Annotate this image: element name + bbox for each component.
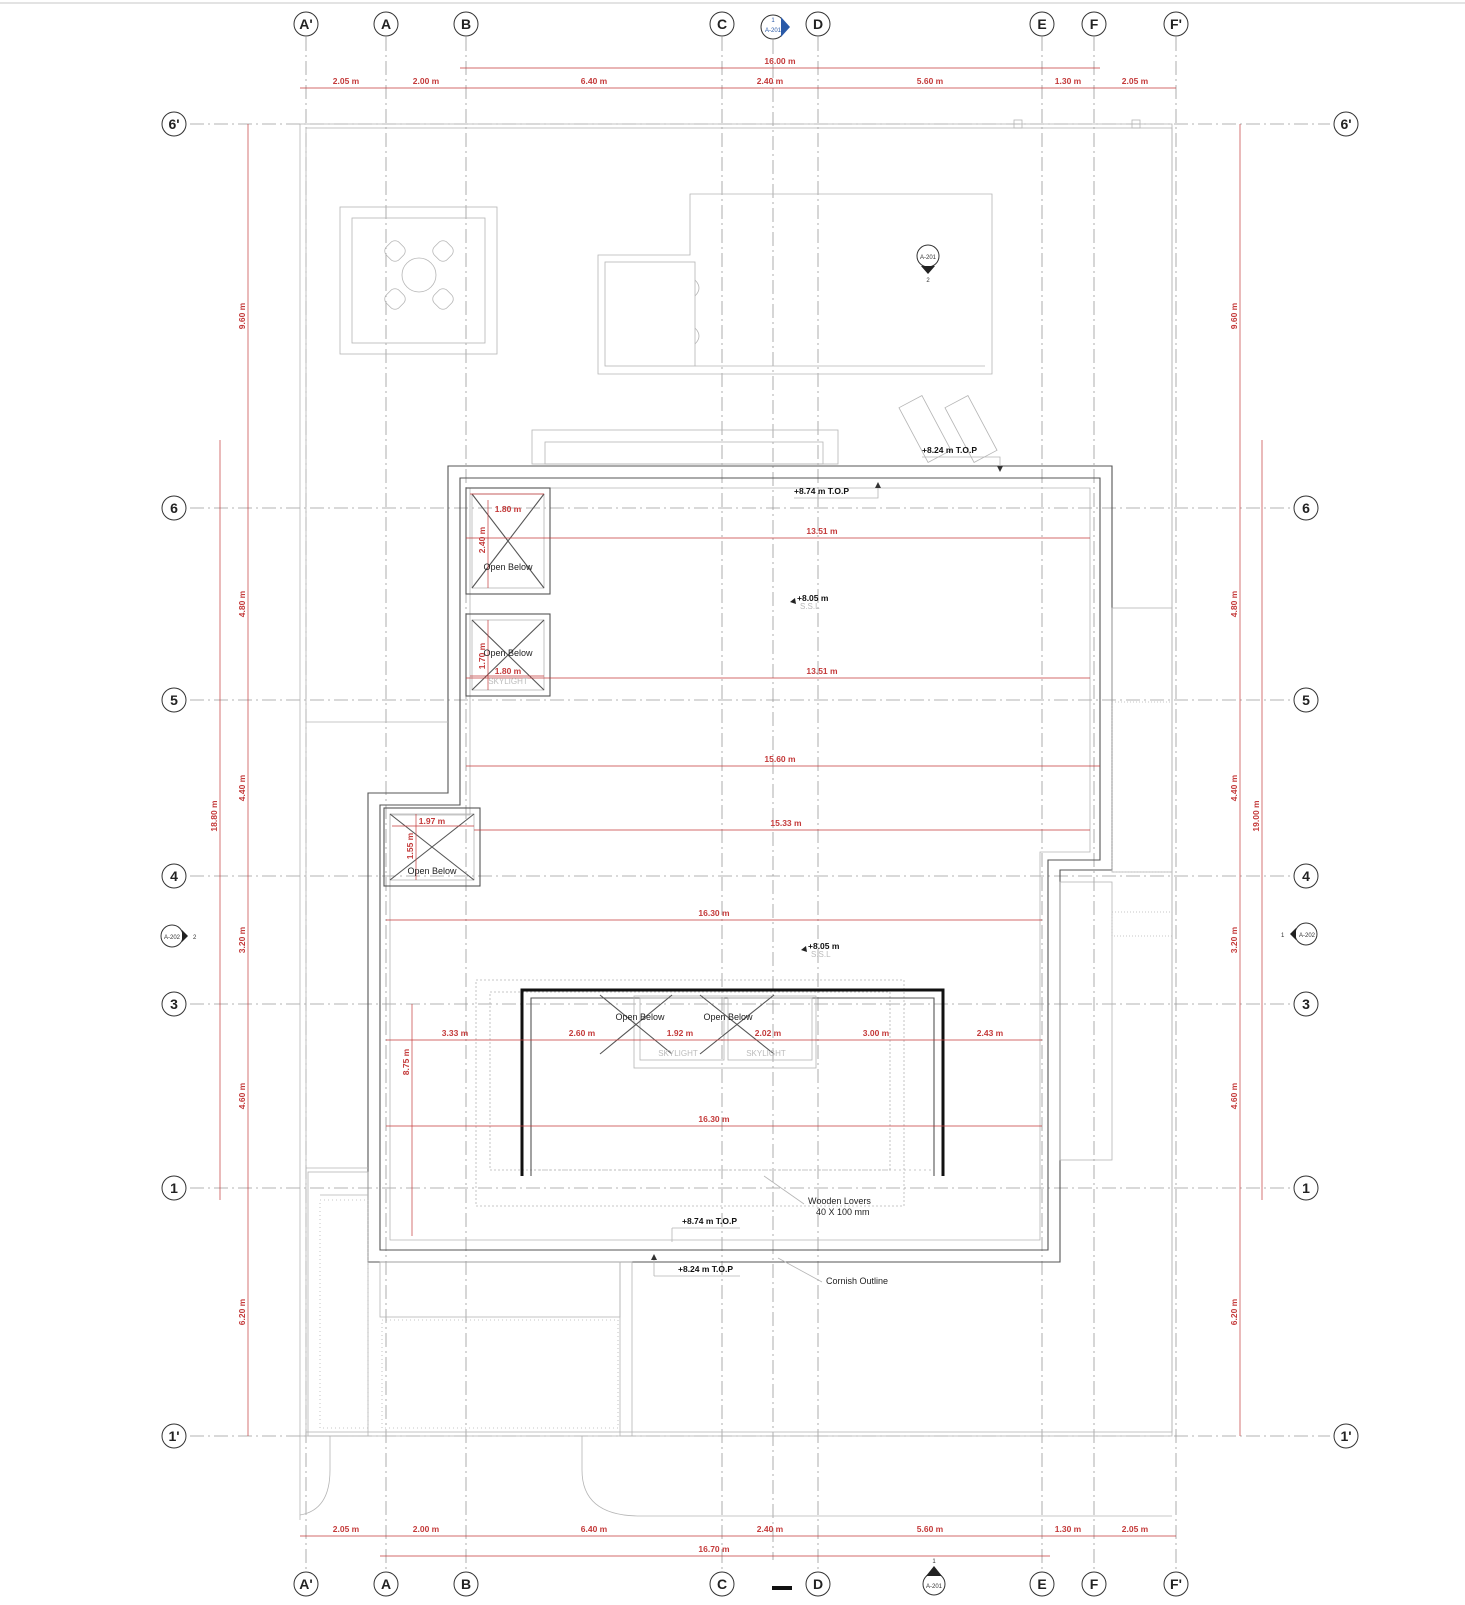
upper-parapet xyxy=(532,430,838,464)
dim-pergola-part: 2.02 m xyxy=(754,1028,782,1038)
grid-bubbles-top xyxy=(294,12,1188,36)
grid-bubble-top-f-prime xyxy=(1164,12,1188,36)
svg-text:F: F xyxy=(1089,16,1099,32)
svg-text:1: 1 xyxy=(1302,1180,1310,1196)
dim-left-overall: 18.80 m xyxy=(209,800,219,832)
svg-text:1: 1 xyxy=(1281,933,1285,939)
dim-left-span: 4.60 m xyxy=(237,1082,247,1110)
skylight-label: SKYLIGHT xyxy=(488,677,528,686)
dim-opening1-h: 2.40 m xyxy=(477,526,487,554)
slope-ref-label: S.S.L xyxy=(800,602,820,611)
grid-bubble-left-6-prime xyxy=(162,112,186,136)
svg-text:6': 6' xyxy=(168,116,180,132)
svg-text:6: 6 xyxy=(1302,500,1310,516)
left-dimension-labels xyxy=(209,302,247,1325)
level-label: +8.74 m T.O.P xyxy=(794,486,850,496)
svg-text:3: 3 xyxy=(1302,996,1310,1012)
bottom-dimension-labels xyxy=(333,1524,1149,1554)
svg-text:2: 2 xyxy=(193,935,197,941)
svg-text:E: E xyxy=(1037,16,1047,32)
dim-top-span: 5.60 m xyxy=(916,76,944,86)
svg-text:E: E xyxy=(1037,1576,1047,1592)
dim-left-span: 4.40 m xyxy=(237,774,247,802)
open-below-label: Open Below xyxy=(483,648,533,658)
svg-text:F: F xyxy=(1089,1576,1099,1592)
grid-bubble-right-3 xyxy=(1294,992,1318,1016)
section-mark-interior xyxy=(917,245,939,284)
grid-bubble-left-1-prime xyxy=(162,1424,186,1448)
dim-top-span: 2.40 m xyxy=(756,76,784,86)
dim-bottom-span: 5.60 m xyxy=(916,1524,944,1534)
section-mark-top xyxy=(761,15,790,39)
dim-span: 15.60 m xyxy=(764,754,796,764)
dim-opening1-w: 1.80 m xyxy=(494,504,522,514)
dim-top-span: 2.05 m xyxy=(332,76,360,86)
svg-text:1: 1 xyxy=(170,1180,178,1196)
dim-top-span: 6.40 m xyxy=(580,76,608,86)
grid-bubbles-bottom xyxy=(294,1572,1188,1596)
dim-span: 13.51 m xyxy=(806,666,838,676)
svg-text:B: B xyxy=(460,1576,472,1592)
dim-span: 16.30 m xyxy=(698,1114,730,1124)
dim-bottom-overall: 16.70 m xyxy=(698,1544,730,1554)
dim-span: 16.30 m xyxy=(698,908,730,918)
svg-text:A': A' xyxy=(299,16,313,32)
dim-bottom-span: 1.30 m xyxy=(1054,1524,1082,1534)
grid-bubble-bottom-b xyxy=(454,1572,478,1596)
roof-dimension-labels xyxy=(401,504,1004,1124)
grid-bubble-left-6 xyxy=(162,496,186,520)
dim-right-span: 4.40 m xyxy=(1229,774,1239,802)
dim-top-overall: 16.00 m xyxy=(764,56,796,66)
grid-bubble-bottom-c xyxy=(710,1572,734,1596)
grid-bubble-top-f xyxy=(1082,12,1106,36)
dim-span: 15.33 m xyxy=(770,818,802,828)
svg-text:A-201: A-201 xyxy=(925,1584,943,1590)
svg-text:2: 2 xyxy=(926,278,930,284)
grid-bubble-top-b xyxy=(454,12,478,36)
dim-right-overall: 19.00 m xyxy=(1251,800,1261,832)
grid-bubble-left-3 xyxy=(162,992,186,1016)
section-mark-left xyxy=(161,925,197,947)
dim-bottom-span: 6.40 m xyxy=(580,1524,608,1534)
grid-bubble-top-a-prime xyxy=(294,12,318,36)
svg-text:A': A' xyxy=(299,1576,313,1592)
grid-bubble-left-4 xyxy=(162,864,186,888)
skylight-label: SKYLIGHT xyxy=(658,1049,698,1058)
svg-text:6': 6' xyxy=(1340,116,1352,132)
svg-text:5: 5 xyxy=(1302,692,1310,708)
level-label: +8.24 m T.O.P xyxy=(678,1264,734,1274)
grid-bubble-bottom-a xyxy=(374,1572,398,1596)
svg-text:4: 4 xyxy=(1302,868,1310,884)
spot-level-label: +8.05 m xyxy=(797,593,829,603)
dim-top-span: 2.00 m xyxy=(412,76,440,86)
cornice-label: Cornish Outline xyxy=(826,1276,889,1286)
dim-bottom-span: 2.05 m xyxy=(332,1524,360,1534)
svg-text:1': 1' xyxy=(1340,1428,1352,1444)
section-mark-bottom xyxy=(923,1559,945,1595)
svg-text:A: A xyxy=(380,1576,392,1592)
dim-left-span: 3.20 m xyxy=(237,926,247,954)
grid-bubble-right-4 xyxy=(1294,864,1318,888)
grid-bubble-right-6 xyxy=(1294,496,1318,520)
dim-left-span: 6.20 m xyxy=(237,1298,247,1326)
dim-opening3-w: 1.97 m xyxy=(418,816,446,826)
dim-right-span: 6.20 m xyxy=(1229,1298,1239,1326)
dim-top-span: 2.05 m xyxy=(1121,76,1149,86)
grid-bubble-bottom-a-prime xyxy=(294,1572,318,1596)
open-below-label: Open Below xyxy=(615,1012,665,1022)
grid-bubble-bottom-f xyxy=(1082,1572,1106,1596)
svg-text:A-201: A-201 xyxy=(919,255,937,261)
dim-left-span: 4.80 m xyxy=(237,590,247,618)
slope-ref-label: S.S.L xyxy=(811,950,831,959)
wooden-louvers-size: 40 X 100 mm xyxy=(816,1207,870,1217)
dim-bottom-span: 2.40 m xyxy=(756,1524,784,1534)
dim-pergola-part: 2.43 m xyxy=(976,1028,1004,1038)
svg-text:6: 6 xyxy=(170,500,178,516)
svg-text:3: 3 xyxy=(170,996,178,1012)
svg-text:D: D xyxy=(812,1576,824,1592)
grid-bubbles-left xyxy=(162,112,186,1448)
dim-pergola-part: 1.92 m xyxy=(666,1028,694,1038)
dim-opening2-h: 1.70 m xyxy=(477,642,487,670)
grid-bubble-top-a xyxy=(374,12,398,36)
grid-bubble-left-5 xyxy=(162,688,186,712)
dimension-lines xyxy=(220,68,1262,1556)
open-below-label: Open Below xyxy=(407,866,457,876)
dim-pergola-part: 3.33 m xyxy=(441,1028,469,1038)
grid-bubble-top-d xyxy=(806,12,830,36)
svg-text:C: C xyxy=(716,16,728,32)
svg-text:A-201: A-201 xyxy=(764,28,782,34)
dim-right-span: 9.60 m xyxy=(1229,302,1239,330)
dim-span: 13.51 m xyxy=(806,526,838,536)
grid-bubble-bottom-d xyxy=(806,1572,830,1596)
svg-text:F': F' xyxy=(1170,1576,1182,1592)
dim-right-span: 4.60 m xyxy=(1229,1082,1239,1110)
grid-bubble-top-c xyxy=(710,12,734,36)
dim-top-span: 1.30 m xyxy=(1054,76,1082,86)
grid-bubbles-right xyxy=(1294,112,1358,1448)
grid-bubble-bottom-f-prime xyxy=(1164,1572,1188,1596)
svg-text:B: B xyxy=(460,16,472,32)
grid-bubble-right-5 xyxy=(1294,688,1318,712)
annotations xyxy=(407,445,1003,1286)
grid-bubble-top-e xyxy=(1030,12,1054,36)
svg-text:5: 5 xyxy=(170,692,178,708)
svg-text:D: D xyxy=(812,16,824,32)
spot-level-label: +8.05 m xyxy=(808,941,840,951)
level-label: +8.74 m T.O.P xyxy=(682,1216,738,1226)
grid-bubble-left-1 xyxy=(162,1176,186,1200)
dim-opening2-w: 1.80 m xyxy=(494,666,522,676)
svg-text:A-202: A-202 xyxy=(1298,933,1316,939)
right-dimension-labels xyxy=(1229,302,1261,1325)
grid-lines xyxy=(190,37,1330,1570)
pool-outline xyxy=(598,194,992,374)
open-below-label: Open Below xyxy=(703,1012,753,1022)
grid-bubble-bottom-e xyxy=(1030,1572,1054,1596)
grid-bubble-right-1-prime xyxy=(1334,1424,1358,1448)
dim-pergola-depth: 8.75 m xyxy=(401,1048,411,1076)
svg-text:1': 1' xyxy=(168,1428,180,1444)
section-mark-right xyxy=(1281,923,1317,945)
dining-table-furniture xyxy=(340,207,497,354)
level-label: +8.24 m T.O.P xyxy=(922,445,978,455)
grid-bubble-right-1 xyxy=(1294,1176,1318,1200)
dim-right-span: 3.20 m xyxy=(1229,926,1239,954)
wooden-louvers-label: Wooden Lovers xyxy=(808,1196,871,1206)
dim-bottom-span: 2.05 m xyxy=(1121,1524,1149,1534)
svg-text:1: 1 xyxy=(932,1559,936,1565)
svg-text:F': F' xyxy=(1170,16,1182,32)
scale-bar-mark xyxy=(772,1586,792,1590)
svg-text:4: 4 xyxy=(170,868,178,884)
dim-pergola-part: 2.60 m xyxy=(568,1028,596,1038)
svg-text:A-202: A-202 xyxy=(163,935,181,941)
svg-text:A: A xyxy=(380,16,392,32)
top-dimension-labels xyxy=(333,56,1149,86)
svg-text:C: C xyxy=(716,1576,728,1592)
dim-left-span: 9.60 m xyxy=(237,302,247,330)
svg-text:1: 1 xyxy=(771,18,775,24)
skylight-label: SKYLIGHT xyxy=(746,1049,786,1058)
dim-right-span: 4.80 m xyxy=(1229,590,1239,618)
dim-bottom-span: 2.00 m xyxy=(412,1524,440,1534)
open-below-label: Open Below xyxy=(483,562,533,572)
dim-pergola-part: 3.00 m xyxy=(862,1028,890,1038)
grid-bubble-right-6-prime xyxy=(1334,112,1358,136)
dim-opening3-h: 1.55 m xyxy=(405,832,415,860)
